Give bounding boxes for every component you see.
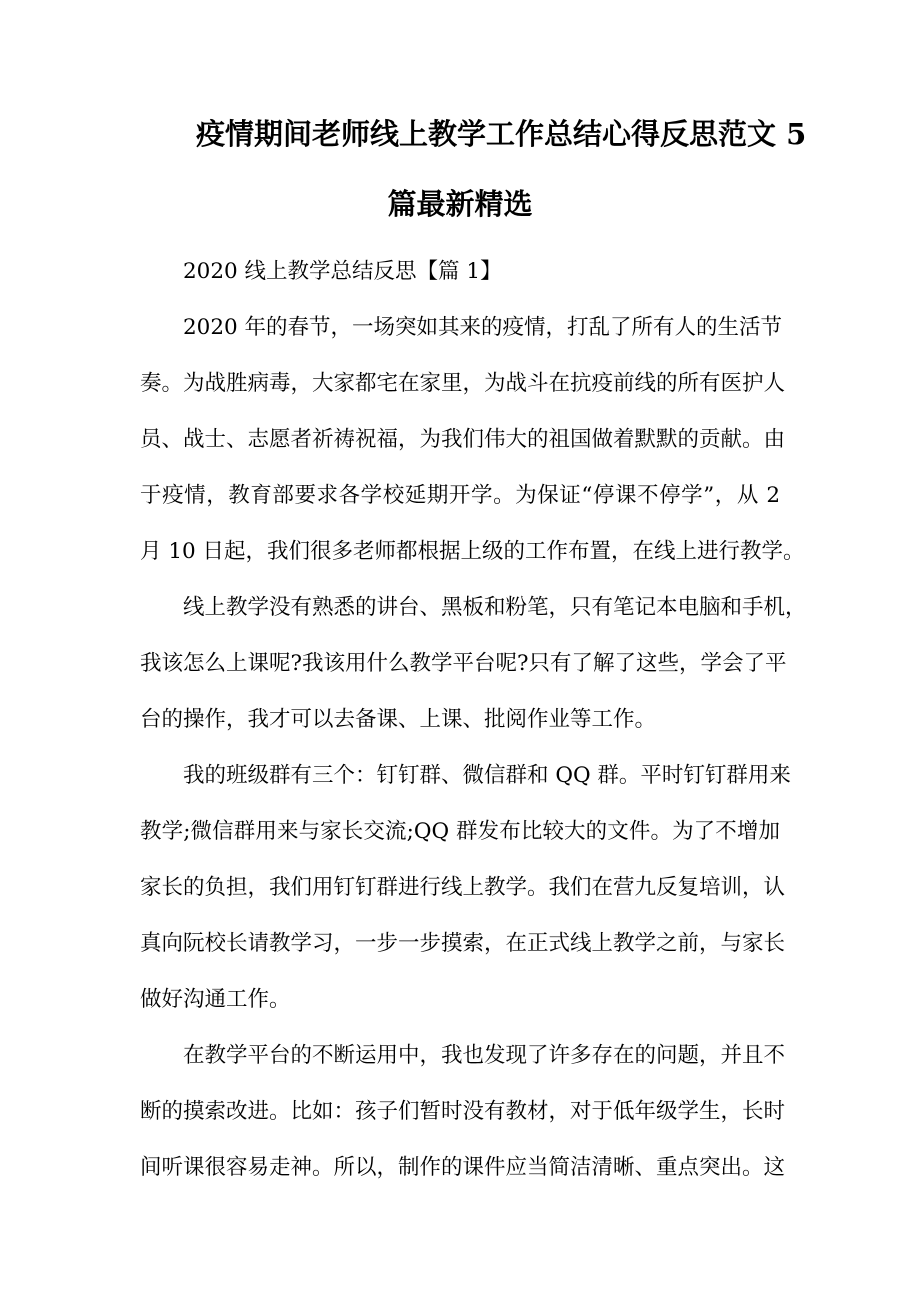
paragraph-line: 教学;微信群用来与家长交流;QQ 群发布比较大的文件。为了不增加 bbox=[140, 819, 780, 844]
paragraph-line: 于疫情，教育部要求各学校延期开学。为保证“停课不停学”，从 2 bbox=[140, 483, 780, 508]
paragraph-line: 月 10 日起，我们很多老师都根据上级的工作布置，在线上进行教学。 bbox=[140, 539, 805, 564]
paragraph-line: 间听课很容易走神。所以，制作的课件应当简洁清晰、重点突出。这 bbox=[140, 1155, 786, 1180]
paragraph-line: 线上教学没有熟悉的讲台、黑板和粉笔，只有笔记本电脑和手机， bbox=[183, 595, 807, 620]
paragraph-line: 台的操作，我才可以去备课、上课、批阅作业等工作。 bbox=[140, 707, 657, 732]
paragraph-line: 家长的负担，我们用钉钉群进行线上教学。我们在营九反复培训，认 bbox=[140, 875, 786, 900]
paragraph-line: 奏。为战胜病毒，大家都宅在家里，为战斗在抗疫前线的所有医护人 bbox=[140, 371, 786, 396]
document-title-line-1: 疫情期间老师线上教学工作总结心得反思范文 5 bbox=[196, 117, 807, 151]
paragraph-line: 2020 年的春节，一场突如其来的疫情，打乱了所有人的生活节 bbox=[183, 315, 783, 340]
paragraph-line: 在教学平台的不断运用中，我也发现了许多存在的问题，并且不 bbox=[183, 1043, 786, 1068]
paragraph-line: 做好沟通工作。 bbox=[140, 987, 291, 1012]
section-heading: 2020 线上教学总结反思【篇 1】 bbox=[183, 259, 502, 284]
paragraph-line: 真向阮校长请教学习，一步一步摸索，在正式线上教学之前，与家长 bbox=[140, 931, 786, 956]
paragraph-line: 我该怎么上课呢?我该用什么教学平台呢?只有了解了这些，学会了平 bbox=[140, 651, 787, 676]
document-title-line-2: 篇最新精选 bbox=[387, 187, 533, 221]
paragraph-line: 断的摸索改进。比如：孩子们暂时没有教材，对于低年级学生，长时 bbox=[140, 1099, 786, 1124]
paragraph-line: 员、战士、志愿者祈祷祝福，为我们伟大的祖国做着默默的贡献。由 bbox=[140, 427, 786, 452]
paragraph-line: 我的班级群有三个：钉钉群、微信群和 QQ 群。平时钉钉群用来 bbox=[183, 763, 791, 788]
